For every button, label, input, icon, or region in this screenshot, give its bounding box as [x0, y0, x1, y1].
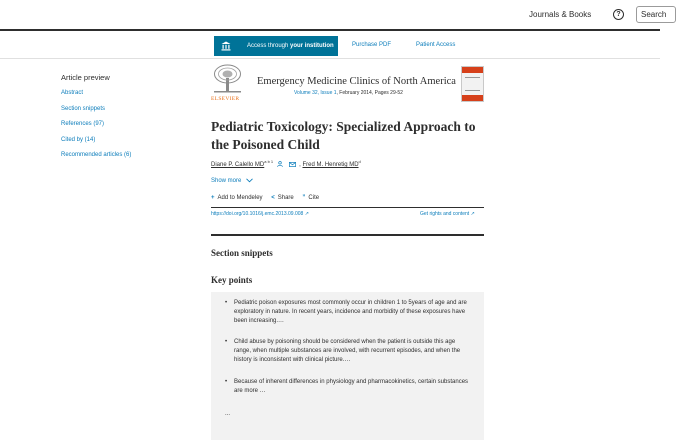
- show-more-button[interactable]: [211, 178, 253, 184]
- sidebar-item-section-snippets[interactable]: Section snippets: [61, 105, 106, 112]
- author2-affiliation: d: [358, 159, 361, 164]
- add-mendeley-label: Add to Mendeley: [217, 195, 263, 201]
- share-icon: <: [271, 195, 275, 201]
- chevron-down-icon: [246, 178, 253, 183]
- divider: [211, 234, 484, 236]
- key-point-item: • Pediatric poison exposures most commonly occur in children 1 to 5years of age and are exploratory in nature. In recent years, incidence and morbidity of these exposures have been increasing.…: [225, 299, 471, 326]
- volume-issue-link[interactable]: Volume 32, Issue 1: [294, 90, 337, 96]
- author-separator: ,: [299, 162, 303, 168]
- journal-title[interactable]: Emergency Medicine Clinics of North America: [257, 76, 456, 87]
- article-preview-sidebar: [61, 73, 131, 168]
- person-icon[interactable]: [277, 161, 283, 167]
- quote-icon: ”: [302, 195, 306, 201]
- sidebar-item-cited-by[interactable]: Cited by (14): [61, 136, 96, 143]
- publisher-header: [211, 64, 485, 102]
- author-list: [211, 159, 361, 168]
- date-pages: , February 2014, Pages 29-52: [336, 90, 403, 96]
- external-link-icon: ↗: [304, 211, 309, 217]
- key-points-box: [211, 292, 484, 440]
- help-icon[interactable]: ?: [613, 9, 624, 20]
- sidebar-item-recommended-articles[interactable]: Recommended articles (6): [61, 152, 132, 158]
- access-prefix: Access through: [247, 43, 291, 49]
- institution-icon: [221, 41, 231, 51]
- journals-books-link[interactable]: Journals & Books: [529, 10, 592, 19]
- sidebar-item-abstract[interactable]: Abstract: [61, 90, 84, 96]
- article-actions: [211, 195, 326, 201]
- more-ellipsis: ...: [225, 411, 231, 417]
- author-link-calello[interactable]: Diane P. Calello MD: [211, 162, 265, 168]
- elsevier-tree-icon: [211, 64, 244, 94]
- sidebar-item-references[interactable]: References (97): [61, 121, 105, 127]
- journal-meta: [294, 90, 403, 96]
- cite-button[interactable]: [302, 195, 319, 201]
- doi-link[interactable]: [211, 211, 309, 217]
- email-icon[interactable]: [289, 162, 296, 167]
- article-title: Pediatric Toxicology: Specialized Approach to the Poisoned Child: [211, 119, 476, 152]
- cite-label: Cite: [308, 195, 320, 201]
- doi-text: https://doi.org/10.1016/j.emc.2013.09.008: [211, 211, 304, 217]
- sidebar-title: Article preview: [61, 73, 110, 82]
- elsevier-logo[interactable]: [211, 64, 244, 102]
- patient-access-link[interactable]: Patient Access: [416, 42, 456, 48]
- purchase-pdf-link[interactable]: Purchase PDF: [352, 42, 392, 48]
- plus-icon: +: [211, 195, 215, 201]
- key-point-item: • Because of inherent differences in physiology and pharmacokinetics, certain substances are more …: [225, 378, 471, 396]
- access-institution-bold: your institution: [290, 43, 334, 49]
- author1-affiliation: a b 1: [264, 159, 274, 164]
- add-to-mendeley-button[interactable]: [211, 195, 263, 201]
- external-link-icon: ↗: [470, 211, 475, 217]
- access-bar: [0, 33, 660, 59]
- share-button[interactable]: [271, 195, 294, 201]
- key-point-item: • Child abuse by poisoning should be considered when the patient is outside this age range, when multiple substances are involved, with recurrent episodes, and when the history is inconsistent with clinical picture.…: [225, 338, 471, 365]
- divider: [211, 207, 484, 208]
- share-label: Share: [277, 195, 294, 201]
- access-through-institution-button[interactable]: [214, 36, 338, 56]
- rights-text: Get rights and content: [420, 211, 470, 217]
- search-input[interactable]: Search: [636, 6, 676, 23]
- elsevier-wordmark: ELSEVIER: [211, 96, 240, 102]
- author-link-henretig[interactable]: Fred M. Henretig MD: [302, 162, 359, 168]
- get-rights-link[interactable]: [420, 211, 475, 217]
- journal-cover-image[interactable]: [461, 66, 484, 102]
- show-more-label: Show more: [211, 178, 242, 185]
- top-header: [0, 0, 667, 31]
- section-snippets-heading: Section snippets: [211, 248, 273, 258]
- key-points-heading: Key points: [211, 275, 253, 285]
